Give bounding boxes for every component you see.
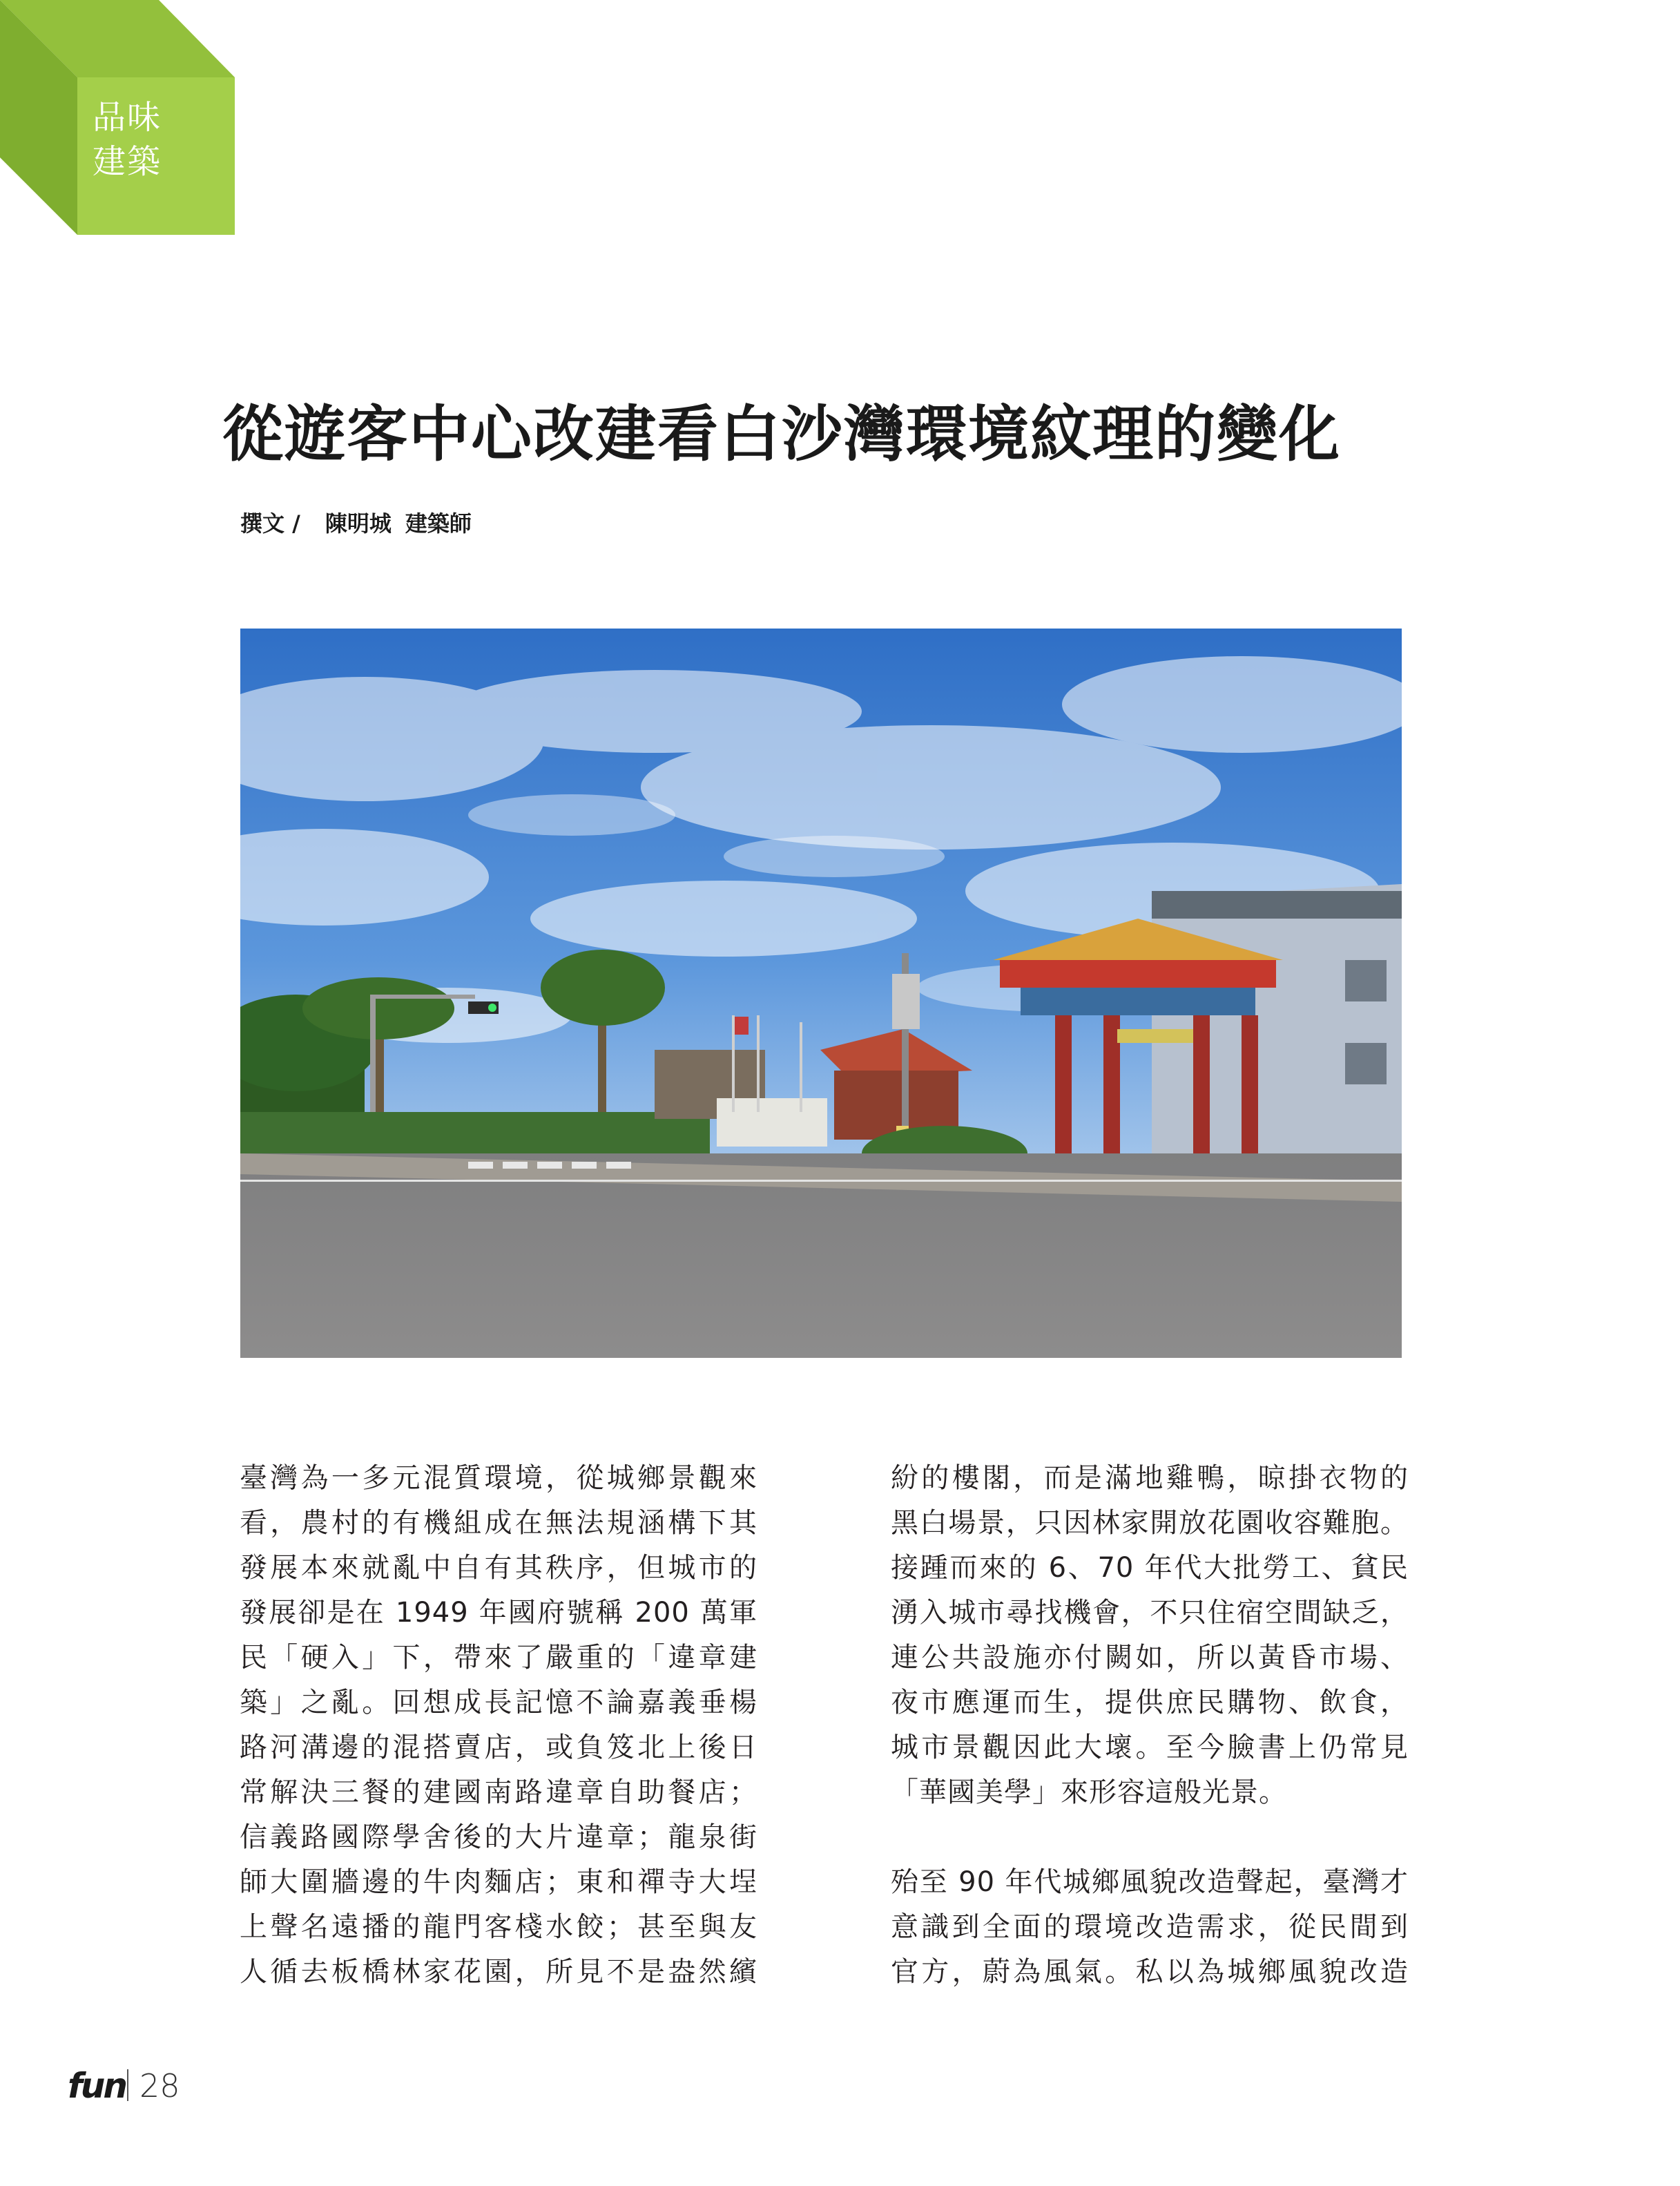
body-line: 發展本來就亂中自有其秩序，但城市的 — [240, 1552, 757, 1584]
body-line: 信義路國際學舍後的大片違章；龍泉街 — [240, 1821, 757, 1853]
section-corner-tab — [0, 0, 249, 249]
body-line: 「華國美學」來形容這般光景。 — [891, 1776, 1287, 1808]
article-title: 從遊客中心改建看白沙灣環境紋理的變化 — [222, 398, 1342, 470]
body-line: 師大圍牆邊的牛肉麵店；東和禪寺大埕 — [240, 1866, 757, 1898]
body-line: 官方，蔚為風氣。私以為城鄉風貌改造 — [891, 1956, 1409, 1988]
body-line: 黑白場景，只因林家開放花園收容難胞。 — [891, 1507, 1409, 1539]
byline — [240, 507, 472, 540]
body-line: 常解決三餐的建國南路違章自助餐店； — [240, 1776, 757, 1808]
author-role: 建築師 — [405, 510, 472, 537]
body-line: 臺灣為一多元混質環境，從城鄉景觀來 — [240, 1462, 757, 1494]
body-line: 紛的樓閣，而是滿地雞鴨，晾掛衣物的 — [891, 1462, 1409, 1494]
body-column-left — [240, 1456, 757, 1995]
section-label-line2: 建築 — [93, 142, 162, 181]
body-line: 人循去板橋林家花園，所見不是盎然繽 — [240, 1956, 757, 1988]
byline-label: 撰文 / — [240, 510, 300, 537]
body-line: 意識到全面的環境改造需求，從民間到 — [891, 1911, 1409, 1943]
article-photo — [240, 629, 1402, 1358]
body-line: 民「硬入」下，帶來了嚴重的「違章建 — [240, 1642, 757, 1674]
body-column-right — [891, 1456, 1409, 1995]
body-line: 築」之亂。回想成長記憶不論嘉義垂楊 — [240, 1687, 757, 1718]
body-line: 接踵而來的 6、70 年代大批勞工、貧民 — [891, 1552, 1409, 1584]
body-line: 看，農村的有機組成在無法規涵構下其 — [240, 1507, 757, 1539]
paragraph-gap — [891, 1815, 1409, 1860]
body-line: 上聲名遠播的龍門客棧水餃；甚至與友 — [240, 1911, 757, 1943]
magazine-logo: fun — [68, 2066, 126, 2106]
body-line: 殆至 90 年代城鄉風貌改造聲起，臺灣才 — [891, 1866, 1409, 1898]
page-number: 28 — [139, 2067, 180, 2104]
photo-illustration — [240, 629, 1402, 1358]
author-name: 陳明城 — [325, 510, 392, 537]
body-line: 夜市應運而生，提供庶民購物、飲食， — [891, 1687, 1409, 1718]
section-label-line1: 品味 — [93, 98, 162, 137]
body-line: 湧入城市尋找機會，不只住宿空間缺乏， — [891, 1597, 1409, 1629]
body-line: 發展卻是在 1949 年國府號稱 200 萬軍 — [240, 1597, 757, 1629]
body-line: 路河溝邊的混搭賣店，或負笈北上後日 — [240, 1732, 757, 1763]
body-line: 連公共設施亦付闕如，所以黃昏市場、 — [891, 1642, 1409, 1674]
footer-divider — [127, 2069, 128, 2101]
body-line: 城市景觀因此大壞。至今臉書上仍常見 — [891, 1732, 1409, 1763]
section-label — [93, 95, 162, 184]
